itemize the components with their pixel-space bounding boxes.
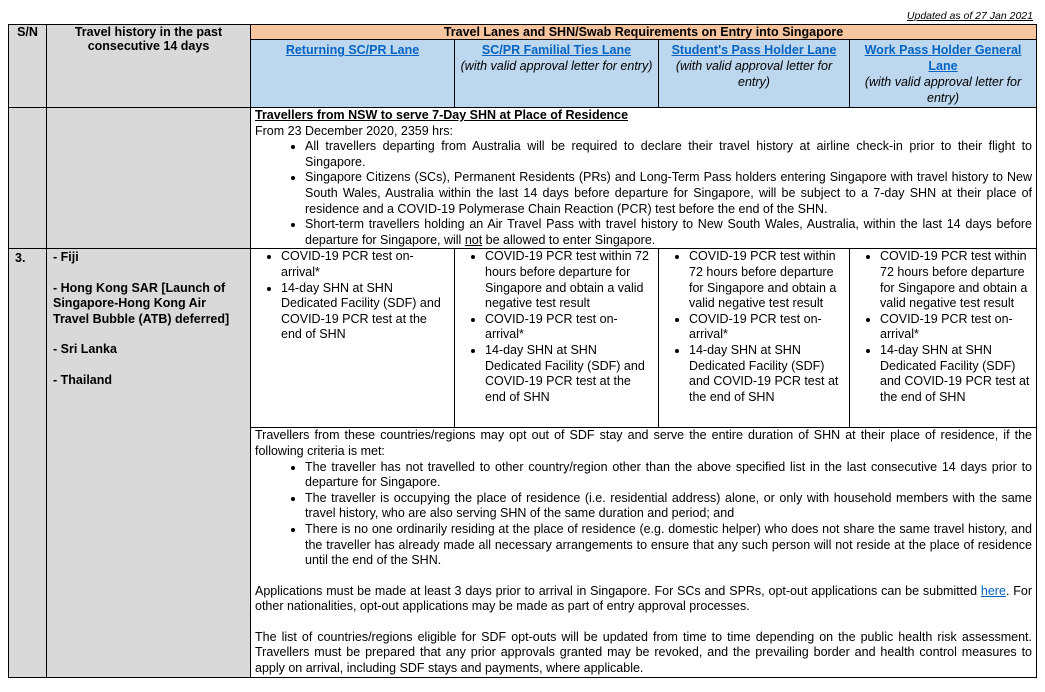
updated-date: Updated as of 27 Jan 2021 (906, 10, 1033, 22)
list-item: • 14-day SHN at SHN Dedicated Facility (SDF) and COVID-19 PCR test at the end of SHN (485, 343, 654, 405)
list-item: • Short-term travellers holding an Air Travel Pass with travel history to New South Wales, Australia, within the last 14 days before departure for Singapore, will not be allowed to enter Singapore. (305, 217, 1032, 248)
list-item: • The traveller has not travelled to other country/region other than the above specified list in the last consecutive 14 days prior to departure for Singapore. (305, 460, 1032, 491)
returning-scpr-lane-link[interactable]: Returning SC/PR Lane (285, 43, 420, 58)
list-item: • 14-day SHN at SHN Dedicated Facility (SDF) and COVID-19 PCR test at the end of SHN (689, 343, 845, 405)
travel-history-cell (47, 108, 251, 249)
nsw-list (255, 139, 1032, 248)
travel-lanes-table (8, 24, 1037, 678)
optout-list-note: The list of countries/regions eligible for SDF opt-outs will be updated from time to time depending on the public health risk assessment. Travellers must be prepared that any prior approvals granted may be revoked, and the prevailing border and health control measures to apply on arrival, including SDF stays and payments, where applicable. (255, 629, 1033, 676)
list-item: • COVID-19 PCR test within 72 hours before departure for Singapore and obtain a valid negative test result (880, 249, 1032, 311)
list-item: • COVID-19 PCR test on-arrival* (689, 312, 845, 343)
country-item: - Sri Lanka (53, 342, 117, 357)
list-item: • COVID-19 PCR test within 72 hours before departure for Singapore and obtain a valid negative test result (485, 249, 654, 311)
list-item: • COVID-19 PCR test on-arrival* (281, 249, 450, 280)
sn-cell (9, 108, 47, 249)
travel-history-header: Travel history in the past consecutive 14 days (47, 25, 251, 108)
student-pass-lane-link[interactable]: Student's Pass Holder Lane (671, 43, 837, 58)
row-sn: 3. (9, 249, 47, 677)
nsw-notice (251, 108, 1037, 249)
lane3-requirements (659, 249, 850, 428)
nsw-intro: From 23 December 2020, 2359 hrs: (255, 123, 454, 138)
sn-header: S/N (9, 25, 47, 108)
list-item: • The traveller is occupying the place of residence (i.e. residential address) alone, or only with household members with the same travel history, who are also serving SHN of the same duration and period; and (305, 491, 1032, 522)
list-item: • Singapore Citizens (SCs), Permanent Residents (PRs) and Long-Term Pass holders entering Singapore with travel history to New South Wales, Australia within the last 14 days before departure for Singapore, will be subject to a 7-day SHN at their place of residence and a COVID-19 Polymerase Chain Reaction (PCR) test before the end of the SHN. (305, 170, 1032, 217)
sdf-optout-notice (251, 428, 1037, 677)
country-item: - Hong Kong SAR [Launch of Singapore-Hong Kong Air Travel Bubble (ATB) deferred] (53, 280, 230, 326)
optout-intro: Travellers from these countries/regions may opt out of SDF stay and serve the entire duration of SHN at their place of residence, if the following criteria is met: (255, 428, 1033, 458)
list-item: • COVID-19 PCR test on-arrival* (485, 312, 654, 343)
lane-header-student (659, 40, 850, 108)
list-item: • There is no one ordinarily residing at the place of residence (e.g. domestic helper) who does not share the same travel history, and the traveller has already made all necessary arrangements to ensure that any such person will not reside at the place of residence until the end of the SHN. (305, 522, 1032, 569)
optout-here-link[interactable]: here (980, 583, 1006, 598)
lane-header-returning (251, 40, 455, 108)
lane-note: (with valid approval letter for entry) (460, 59, 653, 74)
list-item: • 14-day SHN at SHN Dedicated Facility (SDF) and COVID-19 PCR test at the end of SHN (880, 343, 1032, 405)
lane-header-workpass (850, 40, 1037, 108)
lane-header-familial (455, 40, 659, 108)
country-item: - Thailand (53, 372, 113, 387)
list-item: • COVID-19 PCR test within 72 hours before departure for Singapore and obtain a valid negative test result (689, 249, 845, 311)
list-item: • COVID-19 PCR test on-arrival* (880, 312, 1032, 343)
familial-ties-lane-link[interactable]: SC/PR Familial Ties Lane (481, 43, 632, 58)
country-item: - Fiji (53, 250, 79, 265)
lane-note: (with valid approval letter for entry) (675, 59, 833, 90)
lane4-requirements (850, 249, 1037, 428)
work-pass-lane-link[interactable]: Work Pass Holder General Lane (864, 43, 1022, 74)
lanes-title: Travel Lanes and SHN/Swab Requirements on Entry into Singapore (251, 25, 1037, 40)
lane1-requirements (251, 249, 455, 428)
lane-note: (with valid approval letter for entry) (864, 75, 1022, 106)
list-item: • 14-day SHN at SHN Dedicated Facility (SDF) and COVID-19 PCR test at the end of SHN (281, 281, 450, 343)
lane2-requirements (455, 249, 659, 428)
optout-criteria (255, 460, 1032, 569)
list-item: • All travellers departing from Australia will be required to declare their travel history at airline check-in prior to their flight to Singapore. (305, 139, 1032, 170)
country-list (47, 249, 251, 677)
nsw-title: Travellers from NSW to serve 7-Day SHN at Place of Residence (255, 108, 629, 122)
optout-application: Applications must be made at least 3 days prior to arrival in Singapore. For SCs and SPRs, opt-out applications can be submitted here. For other nationalities, opt-out applications may be made as part of entry approval processes. (255, 583, 1033, 614)
